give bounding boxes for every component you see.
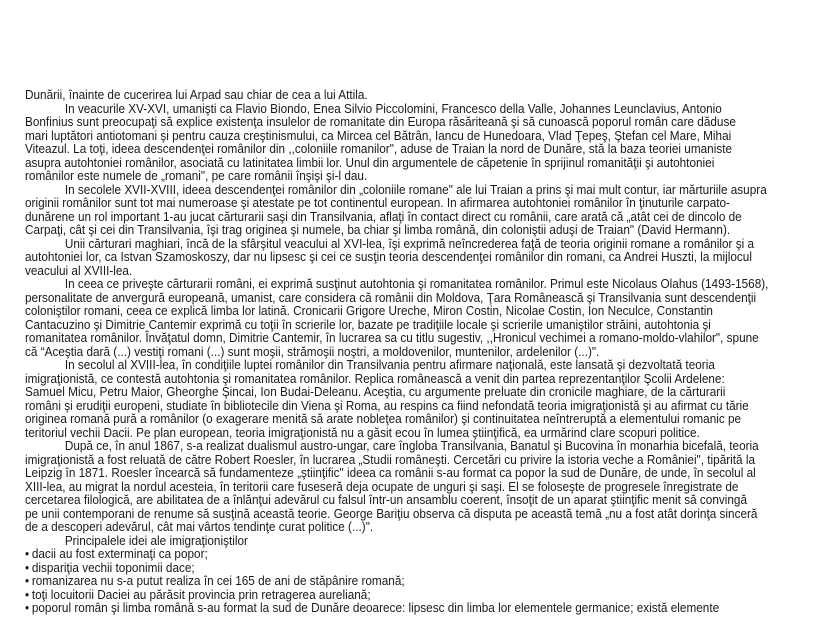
bullet-item bbox=[25, 561, 803, 575]
text-line: Dunării, înainte de cucerirea lui Arpad sau chiar de cea a lui Attila. bbox=[25, 87, 368, 102]
text-line: In veacurile XV-XVI, umanişti ca Flavio Biondo, Enea Silvio Piccolomini, Francesco della Valle, Johannes Leunclavius, Antonio bbox=[64, 100, 722, 116]
text-line: originii românilor sunt tot mai numeroase şi atestate pe tot continentul european. In afirmarea autohtoniei românilor în ţinuturile carpato- bbox=[25, 195, 730, 210]
text-line: personalitate de anvergură europeană, umanist, care considera că românii din Moldova, Ţara Românească şi Transilvania sunt descendenţii bbox=[25, 289, 757, 305]
paragraph bbox=[25, 183, 803, 237]
paragraph bbox=[25, 358, 803, 439]
text-line: Bonfinius sunt preocupaţi să explice existenţa insulelor de romanitate din Europa răsăriteană şi să cunoască poporul român care dăduse bbox=[25, 114, 736, 129]
text-line: dunărene un rol important 1-au jucat cărturarii saşi din Transilvania, aflaţi în contact direct cu românii, care arată că „atât cei de dincolo de bbox=[25, 208, 742, 224]
text-line: autohtoniei lor, ca Istvan Szamoskoszy, dar nu lipsesc şi cei ce susţin teoria descendenţei românilor din romani, ca Andrei Huszti, la mijlocul bbox=[25, 249, 752, 264]
text-line: In ceea ce priveşte cărturarii români, ei exprimă susţinut autohtonia şi romanitatea românilor. Primul este Nicolaus Olahus (1493-1568), bbox=[64, 276, 769, 291]
bullet-list bbox=[25, 547, 803, 615]
bullet-item bbox=[25, 601, 803, 615]
paragraph bbox=[25, 439, 803, 534]
text-line: imigraţionistă a fost reluată de către Robert Roesler, în lucrarea „Studii româneşti. Cercetări cu privire la istoria veche a României", tipărită la bbox=[25, 451, 756, 467]
text-line: veacului al XVIII-lea. bbox=[25, 262, 133, 278]
text-line: In secolele XVII-XVIII, ideea descendenţei românilor din „coloniile romane" ale lui Traian a prins şi mai mult contur, iar mărturiile asupra bbox=[64, 181, 767, 197]
text-line: Carpaţi, cât şi cei din Transilvania, îşi trag originea şi numele, ba chiar şi limba română, din coloniştii aduşi de Traian" (David Hermann). bbox=[25, 222, 731, 237]
text-line: asupra autohtoniei românilor, asociată cu latinitatea limbii lor. Unul din argumentele de căpetenie în sprijinul romanităţii şi autohtoniei bbox=[25, 154, 715, 170]
text-line: După ce, în anul 1867, s-a realizat dualismul austro-ungar, care îngloba Transilvania, Banatul şi Bucovina în monarhia bicefală, teoria bbox=[64, 438, 759, 453]
text-line: că “Aceştia dară (...) vestiţi romani (...) sunt moşii, strămoşii noştri, a moldovenilor, muntenilor, ardelenilor (...)". bbox=[25, 343, 600, 359]
bullet-text: romanizarea nu s-a putut realiza în cei 165 de ani de stăpânire romană; bbox=[31, 573, 405, 588]
text-line: românilor este numele de „romani", pe care românii înşişi şi-l dau. bbox=[25, 168, 368, 183]
text-line: mari luptători antiotomani şi pentru cauza creştinismului, ca Mircea cel Bătrân, Iancu de Hunedoara, Vlad Ţepeş, Ştefan cel Mare, Mihai bbox=[25, 127, 732, 143]
text-line: coloniştilor romani, ceea ce explică limba lor latină. Cronicarii Grigore Ureche, Miron Costin, Nicolae Costin, Ion Neculce, Constantin bbox=[25, 303, 713, 318]
text-line: Unii cărturari maghiari, încă de la sfârşitul veacului al XVI-lea, îşi exprimă neîncrederea faţă de teoria originii romane a românilor şi a bbox=[64, 235, 755, 251]
text-line: Samuel Micu, Petru Maior, Gheorghe Şincai, Ion Budai-Deleanu. Aceştia, cu argumente preluate din cronicile maghiare, de la cărturarii bbox=[25, 384, 726, 399]
bullet-item bbox=[25, 588, 803, 602]
text-line: Cantacuzino şi Dimitrie Cantemir exprimă cu toţii în scrierile lor, bazate pe tradiţiile locale şi scrierile umaniştilor străini, autohtonia şi bbox=[25, 316, 711, 332]
paragraph bbox=[25, 237, 803, 278]
bullet-text: dacii au fost exterminaţi ca popor; bbox=[31, 546, 208, 561]
text-line: teritoriul vechii Dacii. Pe plan european, teoria imigraţionistă nu a găsit ecou în lumea ştiinţifică, ea urmărind clare scopuri politice. bbox=[25, 424, 700, 440]
text-line: cercetarea filologică, are abilitatea de a înlănţui adevărul cu falsul într-un ansamblu coerent, însoţit de un aparat ştiinţific menit să convingă bbox=[25, 492, 748, 507]
paragraph bbox=[25, 534, 803, 548]
text-line: imigraţionistă, ce contestă autohtonia şi romanitatea românilor. Replica românească a venit din partea reprezentanţilor Şcolii Ardelene: bbox=[25, 370, 725, 386]
text-line: originea romană pură a românilor (o exagerare menită să arate nobleţea românilor) şi continuitatea neîntreruptă a elementului romanic pe bbox=[25, 411, 742, 426]
bullet-text: toţi locuitorii Daciei au părăsit provincia prin retragerea aureliană; bbox=[31, 586, 371, 602]
text-line: Viteazul. La toţi, ideea descendenţei românilor din ,,coloniile romanilor", aduse de Traian la nord de Dunăre, stă la baza teoriei umaniste bbox=[25, 141, 733, 156]
bullet-text: poporul român şi limba română s-au format la sud de Dunăre deoarece: lipsesc din limba lor elementele germanice; există elemente bbox=[31, 600, 720, 615]
text-line: pe unii contemporani de renume să susţină această teorie. George Bariţiu observa că disputa pe această temă „nu a fost atât dorinţa sinceră bbox=[25, 505, 758, 521]
paragraph bbox=[25, 102, 803, 183]
text-line: de a descoperi adevărul, cât mai vârtos tendinţe curat politice (...)". bbox=[25, 519, 374, 534]
text-line: In secolul al XVIII-lea, în condiţiile luptei românilor din Transilvania pentru afirmare naţională, este lansată şi dezvoltată teoria bbox=[64, 357, 715, 372]
text-line: romanitatea românilor. Învăţatul domn, Dimitrie Cantemir, în lucrarea sa cu titlu sugestiv, ,,Hronicul vechimei a romano-moldo-vlahilor", spune bbox=[25, 330, 759, 345]
document-page bbox=[25, 88, 803, 615]
bullet-text: dispariţia vechii toponimii dace; bbox=[31, 559, 195, 575]
bullet-item bbox=[25, 574, 803, 588]
paragraph bbox=[25, 277, 803, 358]
text-line: Principalele idei ale imigraţioniştilor bbox=[64, 532, 248, 548]
bullet-item bbox=[25, 547, 803, 561]
paragraph-continuation bbox=[25, 88, 803, 102]
text-line: Leipzig în 1871. Roesler încearcă să fundamenteze „ştiinţific" ideea ca românii s-au format ca popor la sud de Dunăre, de unde, în secolul al bbox=[25, 465, 756, 480]
text-line: români şi erudiţii europeni, studiate în bibliotecile din Viena şi Roma, au respins ca fiind nefondată teoria imigraţionistă şi au afirmat cu tărie bbox=[25, 397, 749, 413]
text-line: XIII-lea, au migrat la nordul acesteia, în teritorii care fuseseră deja ocupate de unguri şi saşi. El se foloseşte de progresele înregistrate de bbox=[25, 478, 739, 494]
